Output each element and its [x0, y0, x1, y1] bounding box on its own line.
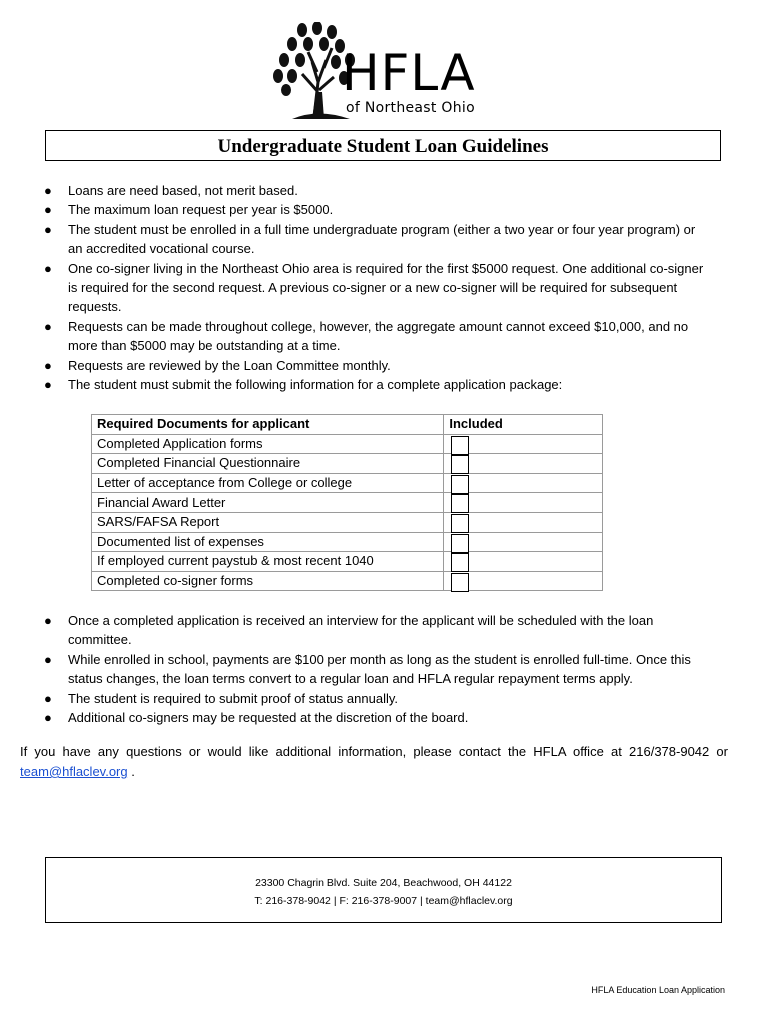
table-row — [92, 532, 603, 552]
document-name: Letter of acceptance from College or college — [92, 473, 444, 493]
table-row — [92, 454, 603, 474]
table-row — [92, 473, 603, 493]
list-item: ● The student must be enrolled in a full time undergraduate program (either a two year or four year program) or an accredited vocational course. — [44, 221, 696, 257]
list-item: ● Additional co-signers may be requested at the discretion of the board. — [20, 708, 710, 727]
document-name: Completed co-signer forms — [92, 571, 444, 591]
included-checkbox[interactable] — [451, 494, 469, 513]
document-name: Completed Financial Questionnaire — [92, 454, 444, 474]
list-item: ● Requests can be made throughout college, however, the aggregate amount cannot exceed $10,000, and no more than $5000 may be outstanding at a time. — [44, 318, 689, 354]
included-checkbox[interactable] — [451, 573, 469, 592]
table-row — [92, 493, 603, 513]
bullet-icon: ● — [44, 613, 52, 628]
logo-name: HFLA — [342, 44, 476, 102]
post-application-list — [20, 611, 710, 727]
list-item: ● Loans are need based, not merit based. — [20, 181, 710, 200]
bullet-icon: ● — [44, 202, 52, 218]
list-item: ● The student must submit the following information for a complete application package: — [20, 375, 710, 394]
office-phones: T: 216-378-9042 | F: 216-378-9007 | team@hflaclev.org — [254, 895, 513, 907]
bullet-icon: ● — [44, 710, 52, 726]
page-footer: HFLA Education Loan Application — [591, 985, 725, 995]
bullet-icon: ● — [44, 651, 52, 667]
list-item: ● The student is required to submit proof of status annually. — [20, 689, 710, 708]
page-title: Undergraduate Student Loan Guidelines — [217, 136, 549, 157]
column-header-documents: Required Documents for applicant — [92, 415, 444, 435]
required-documents-table — [91, 414, 603, 591]
table-row — [92, 552, 603, 572]
email-link[interactable]: team@hflaclev.org — [20, 764, 128, 779]
document-name: Financial Award Letter — [92, 493, 444, 513]
table-row — [92, 434, 603, 454]
included-checkbox[interactable] — [451, 455, 469, 474]
included-checkbox[interactable] — [451, 514, 469, 533]
contact-paragraph: If you have any questions or would like additional information, please contact the HFLA office at 216/378-9042 or team@hflaclev.org . — [20, 744, 728, 779]
guidelines-list — [20, 181, 710, 394]
list-item: ● Once a completed application is received an interview for the applicant will be scheduled with the loan committee. — [44, 613, 654, 648]
list-item: ● While enrolled in school, payments are $100 per month as long as the student is enrolled full-time. Once this status changes, the loan terms convert to a regular loan and HFLA regular repayment terms apply. — [44, 651, 691, 687]
bullet-icon: ● — [44, 377, 52, 393]
included-cell — [444, 434, 603, 454]
bullet-icon: ● — [44, 690, 52, 706]
included-checkbox[interactable] — [451, 553, 469, 572]
bullet-icon: ● — [44, 260, 52, 276]
address-box — [45, 857, 722, 923]
bullet-icon: ● — [44, 357, 52, 373]
bullet-icon: ● — [44, 183, 52, 198]
list-item: ● One co-signer living in the Northeast Ohio area is required for the first $5000 request. One additional co-signer is required for the second request. A previous co-signer or a new co-signer will be required for subsequent requests. — [44, 260, 704, 315]
document-name: Documented list of expenses — [92, 532, 444, 552]
list-item: ● Requests are reviewed by the Loan Committee monthly. — [20, 356, 710, 375]
included-cell — [444, 493, 603, 513]
included-checkbox[interactable] — [451, 475, 469, 494]
office-address: 23300 Chagrin Blvd. Suite 204, Beachwood, OH 44122 — [255, 877, 512, 889]
logo-subtitle: of Northeast Ohio — [346, 100, 475, 116]
included-cell — [444, 532, 603, 552]
included-cell — [444, 552, 603, 572]
table-row — [92, 571, 603, 591]
included-cell — [444, 454, 603, 474]
included-checkbox[interactable] — [451, 534, 469, 553]
table-header-row — [92, 415, 603, 435]
document-name: SARS/FAFSA Report — [92, 512, 444, 532]
bullet-icon: ● — [44, 318, 52, 334]
document-name: Completed Application forms — [92, 434, 444, 454]
included-cell — [444, 571, 603, 591]
table-row — [92, 512, 603, 532]
bullet-icon: ● — [44, 221, 52, 237]
document-name: If employed current paystub & most recent 1040 — [92, 552, 444, 572]
column-header-included: Included — [444, 415, 603, 435]
list-item: ● The maximum loan request per year is $5000. — [20, 200, 710, 219]
included-checkbox[interactable] — [451, 436, 469, 455]
title-box — [45, 130, 721, 161]
included-cell — [444, 473, 603, 493]
included-cell — [444, 512, 603, 532]
